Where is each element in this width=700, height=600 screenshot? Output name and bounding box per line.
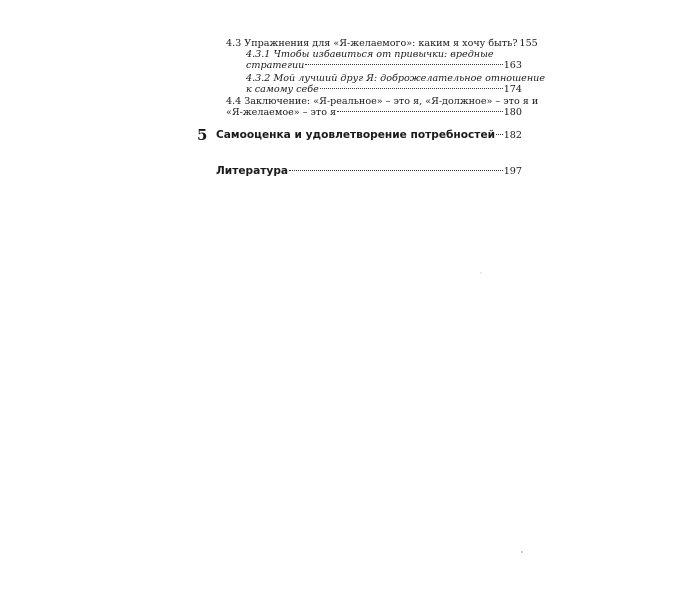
toc-entry-title: к самому себе [246,84,319,95]
toc-entry-4-3-2-line1: 4.3.2 Мой лучший друг Я: доброжелательное отношение [246,73,546,84]
toc-leader-dots [337,111,503,112]
toc-entry-title: Литература [216,165,289,177]
toc-entry-literature[interactable] [216,165,522,177]
toc-page-number: 174 [503,84,522,95]
toc-entry-4-3-2[interactable] [246,84,522,95]
chapter-number: 5 [197,126,208,144]
toc-page-number: 155 [519,38,538,49]
toc-leader-dots [320,88,503,89]
toc-entry-title: Самооценка и удовлетворение потребностей [216,129,496,141]
toc-page-number: 180 [503,107,522,118]
toc-page-number: 182 [503,130,522,141]
toc-page-number: 197 [503,166,522,177]
toc-entry-4-3-1[interactable] [246,60,522,71]
toc-entry-title: 4.3 Упражнения для «Я-желаемого»: каким я хочу быть? [226,38,518,49]
toc-entry-title: «Я-желаемое» – это я [226,107,337,118]
toc-entry-4-4[interactable] [226,107,522,118]
paper-speck [480,272,482,274]
toc-leader-dots [289,170,503,171]
toc-entry-4-4-line1: 4.4 Заключение: «Я-реальное» – это я, «Я-должное» – это я и [226,96,539,107]
toc-page-number: 163 [503,60,522,71]
toc-leader-dots [496,134,503,135]
toc-entry-chapter-5[interactable] [216,129,522,141]
toc-entry-4-3-1-line1: 4.3.1 Чтобы избавиться от привычки: вредные [246,49,494,60]
toc-leader-dots [305,64,502,65]
paper-speck [521,551,523,553]
toc-entry-title: стратегии [246,60,305,71]
toc-entry-4-3[interactable] [226,38,538,49]
